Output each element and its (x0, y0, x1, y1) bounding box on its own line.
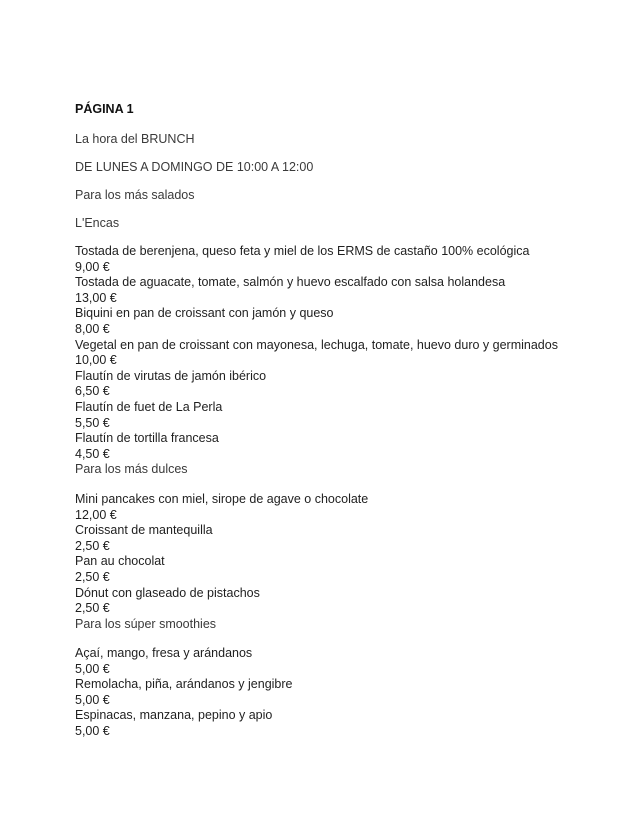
item-name: Biquini en pan de croissant con jamón y queso (75, 306, 334, 321)
item-price: 13,00 € (75, 290, 117, 305)
item-price: 2,50 € (75, 569, 110, 584)
item-name: Vegetal en pan de croissant con mayonesa, lechuga, tomate, huevo duro y germinados (75, 337, 558, 352)
item-name: Flautín de virutas de jamón ibérico (75, 368, 267, 383)
item-name: Flautín de fuet de La Perla (75, 399, 223, 414)
item-price: 8,00 € (75, 321, 110, 336)
item-price: 5,50 € (75, 415, 110, 430)
menu-schedule: DE LUNES A DOMINGO DE 10:00 A 12:00 (75, 160, 314, 174)
item-name: Açaí, mango, fresa y arándanos (75, 646, 253, 660)
item-price: 12,00 € (75, 507, 117, 522)
item-name: Tostada de berenjena, queso feta y miel de los ERMS de castaño 100% ecológica (75, 244, 530, 258)
item-name: Espinacas, manzana, pepino y apio (75, 708, 273, 723)
menu-subtitle: L'Encas (75, 216, 120, 230)
menu-title: La hora del BRUNCH (75, 132, 195, 146)
category-smoothies-heading: Para los súper smoothies (75, 616, 217, 631)
item-price: 5,00 € (75, 723, 110, 738)
smoothies-list (75, 646, 293, 740)
item-price: 4,50 € (75, 446, 110, 461)
item-price: 6,50 € (75, 384, 110, 399)
item-name: Remolacha, piña, arándanos y jengibre (75, 677, 293, 692)
item-price: 5,00 € (75, 661, 110, 676)
item-name: Pan au chocolat (75, 554, 165, 569)
item-price: 5,00 € (75, 692, 110, 707)
item-name: Mini pancakes con miel, sirope de agave o chocolate (75, 492, 369, 506)
page-heading: PÁGINA 1 (75, 102, 134, 116)
item-price: 2,50 € (75, 538, 110, 553)
item-name: Tostada de aguacate, tomate, salmón y huevo escalfado con salsa holandesa (75, 275, 506, 290)
item-price: 10,00 € (75, 353, 117, 368)
item-price: 2,50 € (75, 601, 110, 616)
item-name: Dónut con glaseado de pistachos (75, 585, 260, 600)
dulces-list (75, 492, 368, 632)
item-name: Croissant de mantequilla (75, 523, 213, 538)
category-dulces-heading: Para los más dulces (75, 462, 188, 477)
category-salados-intro: Para los más salados (75, 188, 195, 202)
item-name: Flautín de tortilla francesa (75, 431, 219, 446)
salados-list (75, 244, 558, 478)
item-price: 9,00 € (75, 259, 110, 274)
